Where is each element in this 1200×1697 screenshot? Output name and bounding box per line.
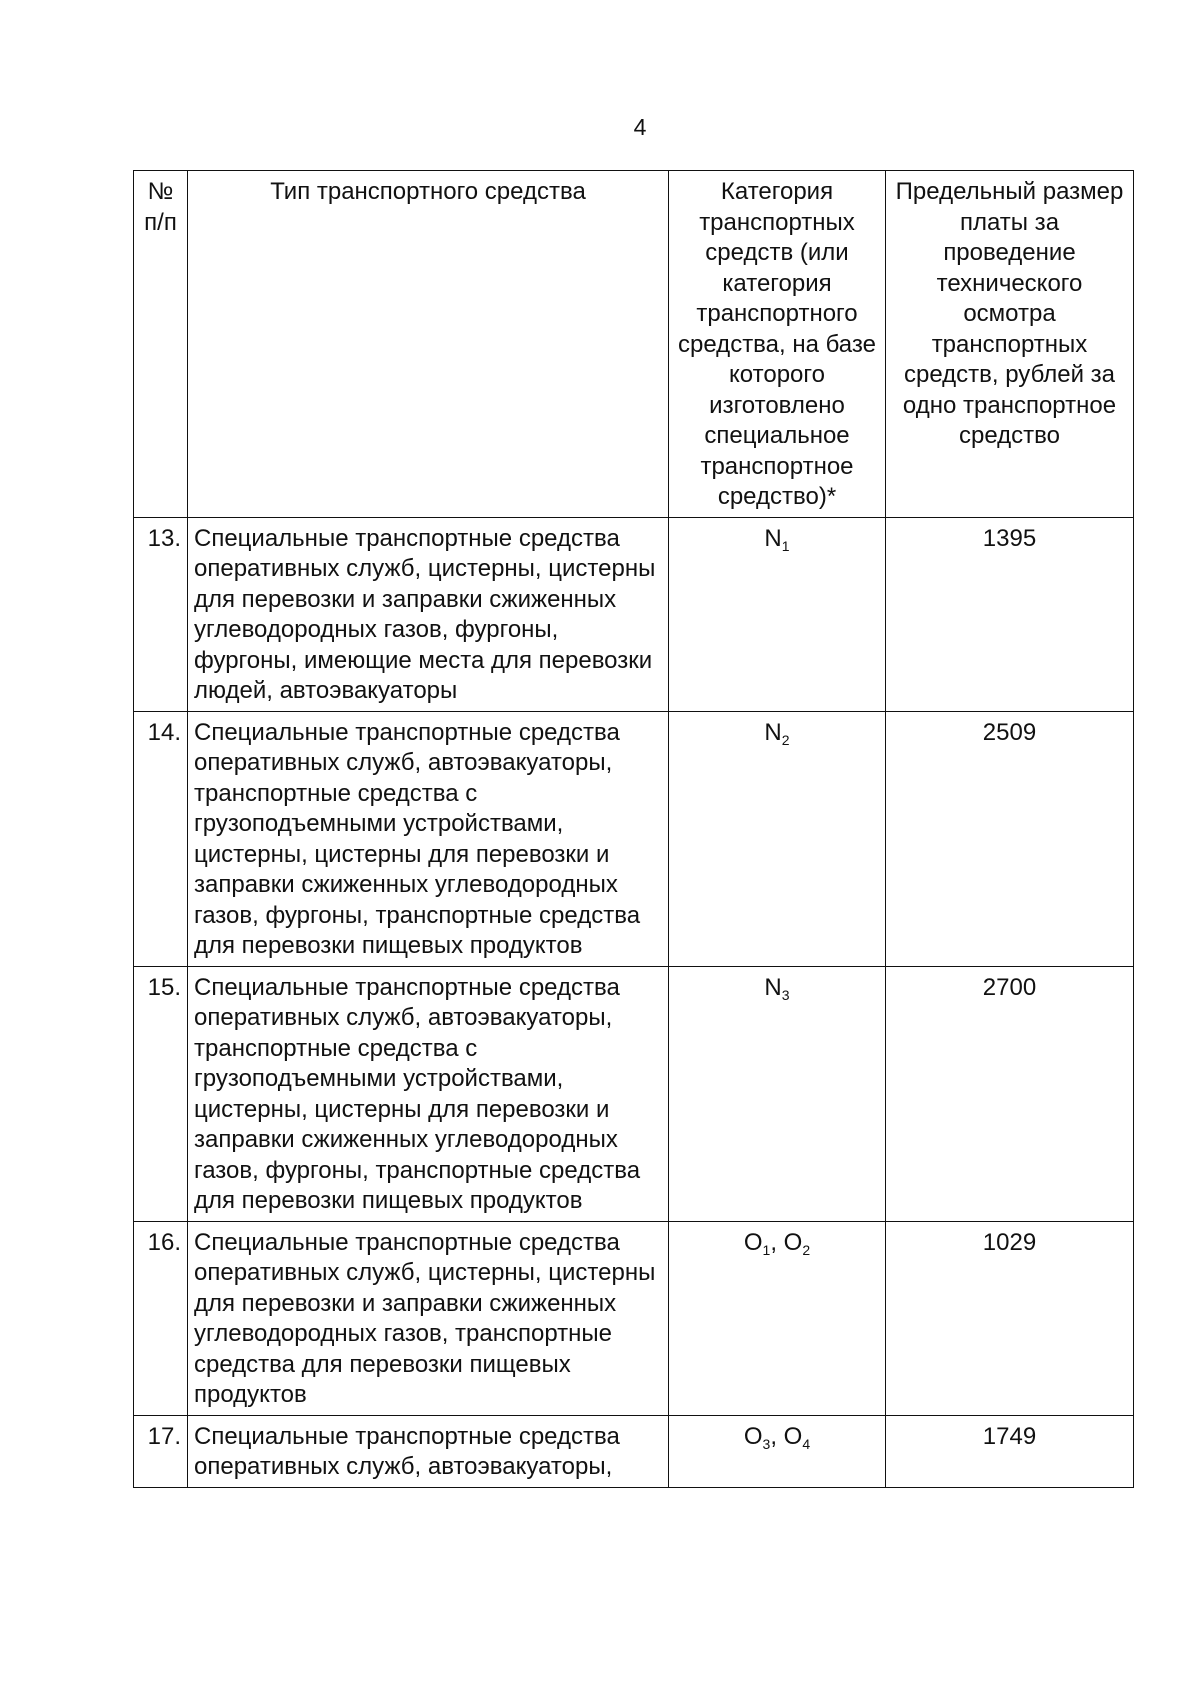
- category-letter: O: [743, 1228, 763, 1256]
- header-number: [134, 171, 188, 518]
- category-subscript: 2: [781, 731, 790, 748]
- row-number: 15.: [134, 966, 188, 1221]
- row-vehicle-type: Специальные транспортные средства оперативных служб, автоэвакуаторы, транспортные средства с грузоподъемными устройствами, цистерны, цистерны для перевозки и заправки сжиженных углеводородных газов, фургоны, транспортные средства для перевозки пищевых продуктов: [188, 711, 669, 966]
- row-price: 1395: [886, 517, 1134, 711]
- table-row: [134, 517, 1134, 711]
- row-category: [669, 1221, 886, 1415]
- row-vehicle-type: Специальные транспортные средства оперативных служб, автоэвакуаторы,: [188, 1415, 669, 1487]
- category-separator: ,: [770, 1422, 784, 1450]
- category-letter: N: [764, 524, 782, 552]
- category-subscript: 3: [781, 986, 790, 1003]
- header-category: [669, 171, 886, 518]
- page-number: 4: [633, 114, 647, 140]
- row-number: 17.: [134, 1415, 188, 1487]
- tariff-table: [133, 170, 1134, 1488]
- table-row: [134, 1221, 1134, 1415]
- header-vehicle-type-text: Тип транспортного средства: [270, 178, 586, 205]
- row-price: 2509: [886, 711, 1134, 966]
- row-number: 16.: [134, 1221, 188, 1415]
- table-row: [134, 711, 1134, 966]
- category-subscript: 1: [762, 1241, 771, 1258]
- row-vehicle-type: Специальные транспортные средства оперативных служб, цистерны, цистерны для перевозки и заправки сжиженных углеводородных газов, транспортные средства для перевозки пищевых продуктов: [188, 1221, 669, 1415]
- category-subscript: 1: [781, 537, 790, 554]
- category-letter: O: [783, 1228, 803, 1256]
- category-subscript: 2: [802, 1241, 811, 1258]
- category-letter: N: [764, 718, 782, 746]
- table-row: [134, 966, 1134, 1221]
- category-subscript: 3: [762, 1435, 771, 1452]
- row-vehicle-type: Специальные транспортные средства оперативных служб, цистерны, цистерны для перевозки и заправки сжиженных углеводородных газов, фургоны, фургоны, имеющие места для перевозки людей, автоэвакуаторы: [188, 517, 669, 711]
- header-price-text: Предельный размер платы за проведение технического осмотра транспортных средств, рублей за одно транспортное средство: [895, 178, 1124, 449]
- category-subscript: 4: [802, 1435, 811, 1452]
- row-category: [669, 711, 886, 966]
- header-number-text: № п/п: [144, 178, 177, 236]
- row-price: 1029: [886, 1221, 1134, 1415]
- row-price: 2700: [886, 966, 1134, 1221]
- row-price: 1749: [886, 1415, 1134, 1487]
- table-header-row: [134, 171, 1134, 518]
- header-price: [886, 171, 1134, 518]
- row-number: 13.: [134, 517, 188, 711]
- row-category: [669, 517, 886, 711]
- category-letter: O: [783, 1422, 803, 1450]
- row-category: [669, 966, 886, 1221]
- category-letter: O: [743, 1422, 763, 1450]
- category-separator: ,: [770, 1228, 784, 1256]
- category-letter: N: [764, 973, 782, 1001]
- row-category: [669, 1415, 886, 1487]
- row-vehicle-type: Специальные транспортные средства оперативных служб, автоэвакуаторы, транспортные средства с грузоподъемными устройствами, цистерны, цистерны для перевозки и заправки сжиженных углеводородных газов, фургоны, транспортные средства для перевозки пищевых продуктов: [188, 966, 669, 1221]
- header-category-text: Категория транспортных средств (или категория транспортного средства, на базе которого изготовлено специальное транспортное средство)*: [678, 178, 876, 510]
- header-vehicle-type: [188, 171, 669, 518]
- table-row: [134, 1415, 1134, 1487]
- row-number: 14.: [134, 711, 188, 966]
